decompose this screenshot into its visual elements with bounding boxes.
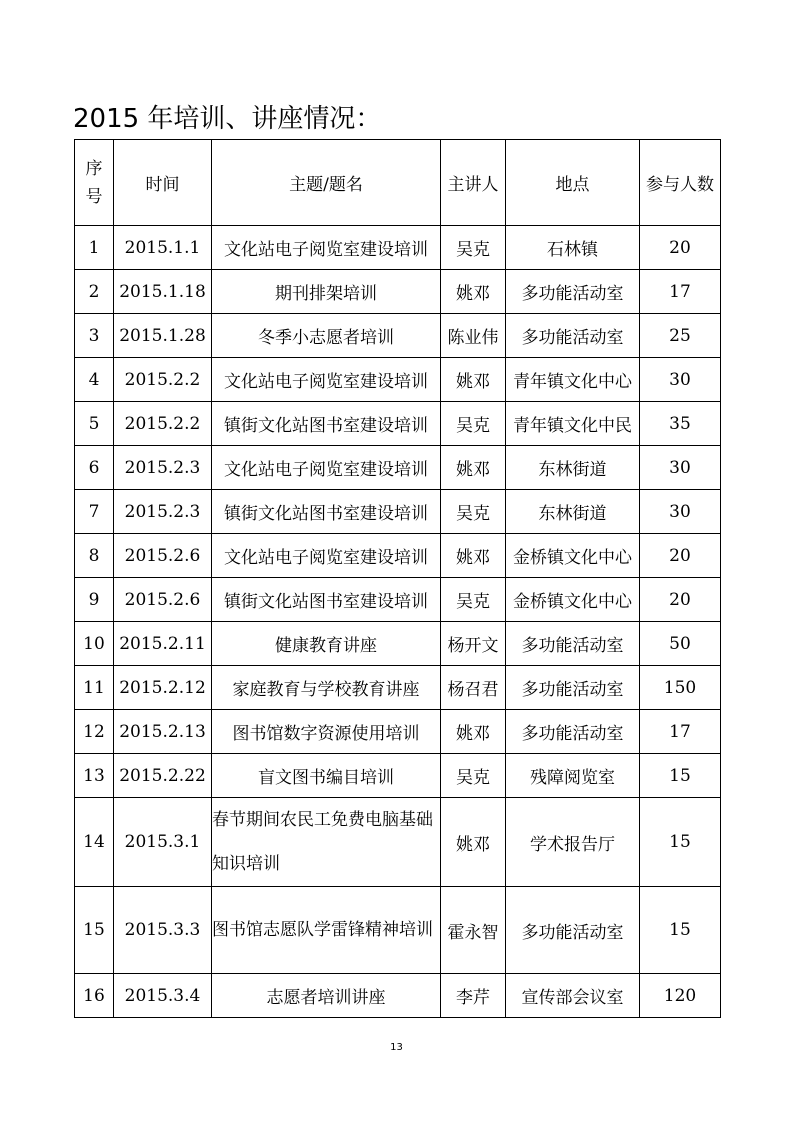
cell-no: 15 xyxy=(75,887,114,974)
cell-attendees: 20 xyxy=(640,534,721,578)
page-number: 13 xyxy=(390,1042,403,1053)
table-row xyxy=(75,534,721,578)
header-attendees: 参与人数 xyxy=(640,140,721,226)
cell-no: 8 xyxy=(75,534,114,578)
cell-date: 2015.1.1 xyxy=(114,226,212,270)
cell-topic: 家庭教育与学校教育讲座 xyxy=(212,666,441,710)
cell-no: 7 xyxy=(75,490,114,534)
cell-date: 2015.2.13 xyxy=(114,710,212,754)
cell-speaker: 姚邓 xyxy=(441,446,506,490)
cell-attendees: 17 xyxy=(640,270,721,314)
table-row xyxy=(75,887,721,974)
cell-no: 12 xyxy=(75,710,114,754)
cell-topic: 文化站电子阅览室建设培训 xyxy=(212,534,441,578)
cell-topic: 春节期间农民工免费电脑基础知识培训 xyxy=(212,798,441,887)
cell-speaker: 姚邓 xyxy=(441,358,506,402)
table-row xyxy=(75,226,721,270)
cell-attendees: 25 xyxy=(640,314,721,358)
cell-attendees: 15 xyxy=(640,798,721,887)
cell-no: 11 xyxy=(75,666,114,710)
cell-no: 9 xyxy=(75,578,114,622)
cell-date: 2015.2.6 xyxy=(114,578,212,622)
cell-attendees: 17 xyxy=(640,710,721,754)
cell-topic: 文化站电子阅览室建设培训 xyxy=(212,446,441,490)
cell-location: 多功能活动室 xyxy=(506,887,640,974)
cell-location: 东林街道 xyxy=(506,490,640,534)
cell-date: 2015.2.6 xyxy=(114,534,212,578)
cell-topic: 镇街文化站图书室建设培训 xyxy=(212,578,441,622)
cell-date: 2015.2.12 xyxy=(114,666,212,710)
cell-attendees: 20 xyxy=(640,578,721,622)
cell-location: 石林镇 xyxy=(506,226,640,270)
cell-date: 2015.3.4 xyxy=(114,974,212,1018)
cell-topic: 盲文图书编目培训 xyxy=(212,754,441,798)
table-row xyxy=(75,754,721,798)
cell-date: 2015.2.3 xyxy=(114,446,212,490)
cell-speaker: 姚邓 xyxy=(441,270,506,314)
cell-attendees: 35 xyxy=(640,402,721,446)
cell-speaker: 姚邓 xyxy=(441,798,506,887)
cell-speaker: 吴克 xyxy=(441,226,506,270)
cell-location: 学术报告厅 xyxy=(506,798,640,887)
table-row xyxy=(75,446,721,490)
cell-date: 2015.2.2 xyxy=(114,358,212,402)
table-row xyxy=(75,314,721,358)
cell-location: 宣传部会议室 xyxy=(506,974,640,1018)
cell-no: 3 xyxy=(75,314,114,358)
cell-attendees: 30 xyxy=(640,490,721,534)
table-row xyxy=(75,578,721,622)
cell-location: 多功能活动室 xyxy=(506,710,640,754)
header-no-label: 序 号 xyxy=(85,158,103,207)
cell-attendees: 30 xyxy=(640,446,721,490)
table-row xyxy=(75,666,721,710)
header-date: 时间 xyxy=(114,140,212,226)
cell-speaker: 李芹 xyxy=(441,974,506,1018)
cell-date: 2015.1.18 xyxy=(114,270,212,314)
cell-topic: 健康教育讲座 xyxy=(212,622,441,666)
cell-no: 5 xyxy=(75,402,114,446)
cell-speaker: 吴克 xyxy=(441,754,506,798)
cell-topic: 期刊排架培训 xyxy=(212,270,441,314)
cell-speaker: 姚邓 xyxy=(441,710,506,754)
cell-topic: 志愿者培训讲座 xyxy=(212,974,441,1018)
cell-topic: 镇街文化站图书室建设培训 xyxy=(212,490,441,534)
cell-location: 东林街道 xyxy=(506,446,640,490)
header-topic: 主题/题名 xyxy=(212,140,441,226)
cell-date: 2015.2.22 xyxy=(114,754,212,798)
cell-attendees: 15 xyxy=(640,754,721,798)
cell-location: 多功能活动室 xyxy=(506,666,640,710)
cell-date: 2015.3.3 xyxy=(114,887,212,974)
table-row xyxy=(75,402,721,446)
cell-no: 14 xyxy=(75,798,114,887)
cell-location: 残障阅览室 xyxy=(506,754,640,798)
cell-attendees: 50 xyxy=(640,622,721,666)
cell-attendees: 15 xyxy=(640,887,721,974)
cell-topic: 冬季小志愿者培训 xyxy=(212,314,441,358)
table-row xyxy=(75,622,721,666)
table-header-row xyxy=(75,140,721,226)
cell-date: 2015.2.3 xyxy=(114,490,212,534)
cell-attendees: 120 xyxy=(640,974,721,1018)
cell-location: 青年镇文化中民 xyxy=(506,402,640,446)
cell-speaker: 吴克 xyxy=(441,490,506,534)
cell-location: 多功能活动室 xyxy=(506,270,640,314)
cell-attendees: 150 xyxy=(640,666,721,710)
cell-location: 青年镇文化中心 xyxy=(506,358,640,402)
cell-location: 多功能活动室 xyxy=(506,622,640,666)
header-no xyxy=(75,140,114,226)
cell-location: 多功能活动室 xyxy=(506,314,640,358)
cell-speaker: 霍永智 xyxy=(441,887,506,974)
header-location: 地点 xyxy=(506,140,640,226)
cell-speaker: 杨召君 xyxy=(441,666,506,710)
cell-topic: 镇街文化站图书室建设培训 xyxy=(212,402,441,446)
table-row xyxy=(75,490,721,534)
cell-date: 2015.2.2 xyxy=(114,402,212,446)
cell-date: 2015.3.1 xyxy=(114,798,212,887)
cell-no: 6 xyxy=(75,446,114,490)
cell-speaker: 吴克 xyxy=(441,578,506,622)
cell-speaker: 吴克 xyxy=(441,402,506,446)
cell-no: 2 xyxy=(75,270,114,314)
cell-no: 1 xyxy=(75,226,114,270)
cell-location: 金桥镇文化中心 xyxy=(506,534,640,578)
table-row xyxy=(75,358,721,402)
table-row xyxy=(75,710,721,754)
cell-location: 金桥镇文化中心 xyxy=(506,578,640,622)
header-speaker: 主讲人 xyxy=(441,140,506,226)
training-table xyxy=(74,139,721,1018)
page-title: 2015 年培训、讲座情况： xyxy=(73,104,382,134)
cell-topic: 文化站电子阅览室建设培训 xyxy=(212,358,441,402)
table-row xyxy=(75,798,721,887)
table-row xyxy=(75,270,721,314)
table-row xyxy=(75,974,721,1018)
cell-topic: 图书馆志愿队学雷锋精神培训 xyxy=(212,887,441,974)
cell-speaker: 陈业伟 xyxy=(441,314,506,358)
cell-date: 2015.2.11 xyxy=(114,622,212,666)
cell-speaker: 杨开文 xyxy=(441,622,506,666)
cell-no: 13 xyxy=(75,754,114,798)
cell-topic: 文化站电子阅览室建设培训 xyxy=(212,226,441,270)
cell-attendees: 30 xyxy=(640,358,721,402)
cell-topic: 图书馆数字资源使用培训 xyxy=(212,710,441,754)
cell-attendees: 20 xyxy=(640,226,721,270)
cell-no: 10 xyxy=(75,622,114,666)
cell-speaker: 姚邓 xyxy=(441,534,506,578)
cell-no: 16 xyxy=(75,974,114,1018)
cell-no: 4 xyxy=(75,358,114,402)
cell-date: 2015.1.28 xyxy=(114,314,212,358)
